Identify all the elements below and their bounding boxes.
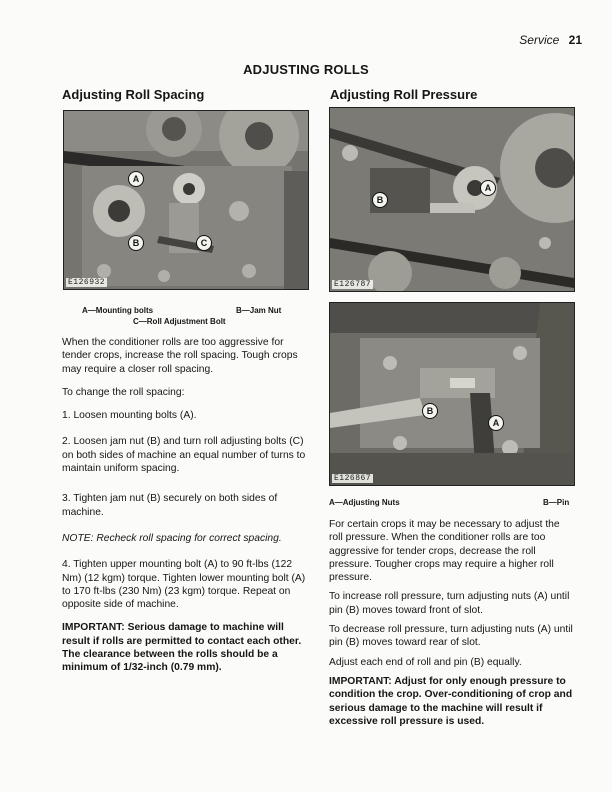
- caption-a: A—Mounting bolts: [82, 306, 154, 315]
- left-section-title: Adjusting Roll Spacing: [62, 87, 205, 102]
- caption-b: B—Pin: [543, 498, 570, 507]
- step-2: 2. Loosen jam nut (B) and turn roll adjusting bolts (C) on both sides of machine an equal number of turns to maintain uniform spacing.: [62, 436, 306, 475]
- callout-a: A: [488, 415, 504, 431]
- step-4: 4. Tighten upper mounting bolt (A) to 90 ft-lbs (122 Nm) (12 kgm) torque. Tighten lower mounting bolt (A) to 170 ft-lbs (230 Nm) (23 kgm) torque. Repeat on opposite side of machine.: [62, 559, 306, 611]
- right-section-title: Adjusting Roll Pressure: [330, 87, 478, 102]
- caption-c: C—Roll Adjustment Bolt: [133, 317, 226, 326]
- paragraph: For certain crops it may be necessary to adjust the roll pressure. When the conditioner rolls are too aggressive for tender crops, decrease the roll pressure. Tougher crops may require a higher roll pressure.: [329, 519, 560, 584]
- page-number: 21: [568, 33, 582, 47]
- page-title: ADJUSTING ROLLS: [243, 62, 369, 77]
- paragraph: When the conditioner rolls are too aggressive for tender crops, increase the roll spacing. Tough crops may require a closer roll spacing.: [62, 337, 298, 375]
- important-notice: IMPORTANT: Serious damage to machine will result if rolls are permitted to contact each other. The clearance between the rolls should be a minimum of 1/32-inch (0.79 mm).: [62, 622, 302, 674]
- roll-pressure-photo-1: [329, 107, 575, 292]
- photo-id: E126787: [334, 280, 372, 289]
- callout-b: B: [128, 235, 144, 251]
- paragraph: To change the roll spacing:: [62, 386, 185, 398]
- photo-id: E126932: [68, 278, 106, 287]
- paragraph: To decrease roll pressure, turn adjusting nuts (A) until pin (B) moves toward rear of slot.: [329, 624, 573, 649]
- section-name: Service: [519, 33, 560, 47]
- step-1: 1. Loosen mounting bolts (A).: [62, 410, 197, 422]
- caption-a: A—Adjusting Nuts: [329, 498, 400, 507]
- callout-b: B: [422, 403, 438, 419]
- right-body: [329, 518, 573, 738]
- important-notice: IMPORTANT: Adjust for only enough pressure to condition the crop. Over-conditioning of crop and serious damage to the machine will result if excessive roll pressure is used.: [329, 675, 573, 727]
- callout-b: B: [372, 192, 388, 208]
- step-3: 3. Tighten jam nut (B) securely on both sides of machine.: [62, 493, 278, 518]
- callout-a: A: [480, 180, 496, 196]
- note: NOTE: Recheck roll spacing for correct spacing.: [62, 532, 282, 544]
- callout-a: A: [128, 171, 144, 187]
- paragraph: To increase roll pressure, turn adjusting nuts (A) until pin (B) moves toward front of slot.: [329, 591, 570, 616]
- paragraph: Adjust each end of roll and pin (B) equally.: [329, 656, 522, 668]
- photo-id: E126867: [334, 474, 372, 483]
- caption-b: B—Jam Nut: [236, 306, 282, 315]
- left-body: [62, 336, 306, 685]
- page-header: [519, 33, 582, 47]
- roll-spacing-photo: [63, 110, 309, 290]
- roll-pressure-photo-2: [329, 302, 575, 486]
- callout-c: C: [196, 235, 212, 251]
